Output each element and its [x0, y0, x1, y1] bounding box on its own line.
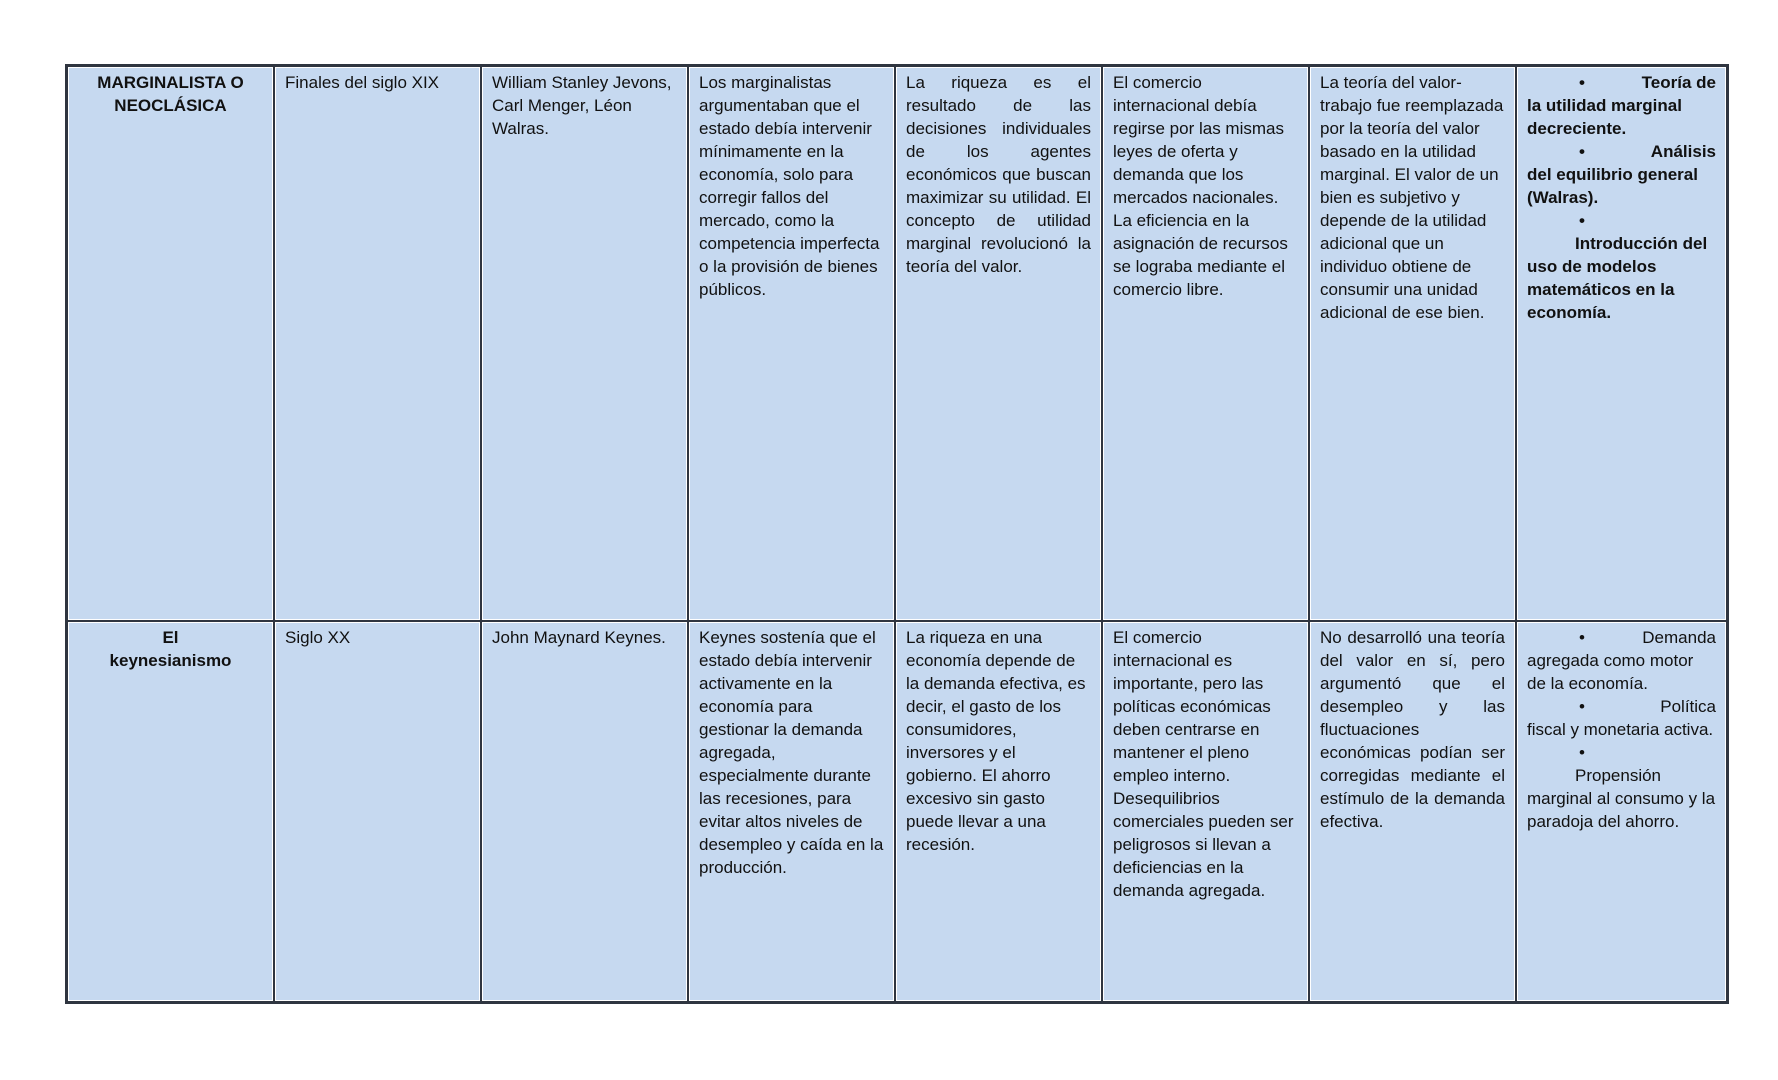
contribution-lead: Análisis — [1650, 142, 1716, 161]
contribution-text: fiscal y monetaria activa. — [1527, 720, 1714, 739]
contribution-text: la utilidad marginal decreciente. — [1527, 96, 1682, 138]
wealth-cell: La riqueza en una economía depende de la demanda efectiva, es decir, el gasto de los consumidores, inversores y el gobierno. El ahorro excesivo sin gasto puede llevar a una recesión. — [895, 621, 1102, 1002]
contribution-item — [1527, 741, 1716, 833]
bullet-icon: • — [1579, 697, 1585, 716]
economic-schools-table — [65, 64, 1729, 1004]
school-name-cell — [67, 621, 274, 1002]
table-row — [67, 621, 1727, 1002]
value-theory-cell: La teoría del valor-trabajo fue reemplazada por la teoría del valor basado en la utilidad marginal. El valor de un bien es subjetivo y depende de la utilidad adicional que un individuo obtiene de consumir una unidad adicional de ese bien. — [1309, 66, 1516, 621]
school-name-cell — [67, 66, 274, 621]
contribution-item — [1527, 626, 1716, 695]
bullet-icon: • — [1579, 743, 1585, 762]
school-name-line: NEOCLÁSICA — [114, 96, 227, 115]
wealth-cell: La riqueza es el resultado de las decisiones individuales de los agentes económicos que buscan maximizar su utilidad. El concepto de utilidad marginal revolucionó la teoría del valor. — [895, 66, 1102, 621]
state-role-cell: Los marginalistas argumentaban que el estado debía intervenir mínimamente en la economía, solo para corregir fallos del mercado, como la competencia imperfecta o la provisión de bienes públicos. — [688, 66, 895, 621]
contributions-cell — [1516, 621, 1727, 1002]
contribution-item — [1527, 71, 1716, 140]
table-row — [67, 66, 1727, 621]
value-theory-cell: No desarrolló una teoría del valor en sí, pero argumentó que el desempleo y las fluctuaciones económicas podían ser corregidas mediante el estímulo de la demanda efectiva. — [1309, 621, 1516, 1002]
comparison-table-container — [65, 64, 1725, 1004]
contribution-item — [1527, 209, 1716, 324]
state-role-cell: Keynes sostenía que el estado debía intervenir activamente en la economía para gestionar la demanda agregada, especialmente durante las recesiones, para evitar altos niveles de desempleo y caída en la producción. — [688, 621, 895, 1002]
period-cell: Siglo XX — [274, 621, 481, 1002]
contributions-cell — [1516, 66, 1727, 621]
school-name-line: MARGINALISTA O — [97, 73, 244, 92]
contribution-item — [1527, 140, 1716, 209]
bullet-icon: • — [1579, 211, 1585, 230]
authors-cell: William Stanley Jevons, Carl Menger, Léon Walras. — [481, 66, 688, 621]
contribution-text: Introducción del uso de modelos matemáticos en la economía. — [1527, 234, 1708, 322]
school-name-line: keynesianismo — [109, 651, 232, 670]
bullet-icon: • — [1579, 73, 1585, 92]
contribution-text: agregada como motor de la economía. — [1527, 651, 1694, 693]
trade-cell: El comercio internacional debía regirse por las mismas leyes de oferta y demanda que los mercados nacionales. La eficiencia en la asignación de recursos se lograba mediante el comercio libre. — [1102, 66, 1309, 621]
period-cell: Finales del siglo XIX — [274, 66, 481, 621]
contribution-text: del equilibrio general (Walras). — [1527, 165, 1698, 207]
bullet-icon: • — [1579, 628, 1585, 647]
contribution-lead: Política — [1660, 697, 1716, 716]
contribution-lead: Demanda — [1642, 628, 1716, 647]
trade-cell: El comercio internacional es importante, pero las políticas económicas deben centrarse en mantener el pleno empleo interno. Desequilibrios comerciales pueden ser peligrosos si llevan a deficiencias en la demanda agregada. — [1102, 621, 1309, 1002]
school-name-line: El — [162, 628, 179, 647]
authors-cell: John Maynard Keynes. — [481, 621, 688, 1002]
bullet-icon: • — [1579, 142, 1585, 161]
contribution-item — [1527, 695, 1716, 741]
contribution-text: Propensión marginal al consumo y la paradoja del ahorro. — [1527, 766, 1716, 831]
contribution-lead: Teoría de — [1641, 73, 1716, 92]
